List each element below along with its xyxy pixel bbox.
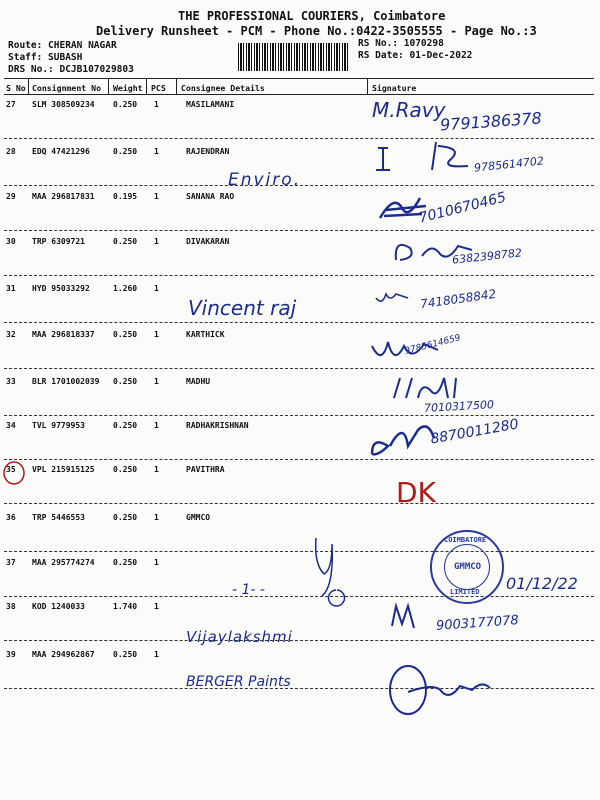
dash-mark-37: - 1- -	[232, 582, 265, 598]
row-divider	[4, 415, 594, 416]
row-sno: 29	[6, 192, 16, 201]
row-consignment-no: TRP 6309721	[32, 237, 85, 246]
col-weight: Weight	[113, 83, 143, 93]
row-pcs: 1	[154, 558, 159, 567]
row-consignee: RADHAKRISHNAN	[186, 421, 249, 430]
runsheet-subtitle: Delivery Runsheet - PCM - Phone No.:0422-3505555 - Page No.:3	[96, 24, 537, 38]
row-weight: 0.250	[113, 330, 138, 339]
row-divider	[4, 503, 594, 504]
row-weight: 0.250	[113, 100, 138, 109]
row-consignee: KARTHICK	[186, 330, 225, 339]
row-consignment-no: EDQ 47421296	[32, 147, 90, 156]
company-stamp	[430, 530, 504, 604]
col-consignee: Consignee Details	[181, 83, 265, 93]
row-pcs: 1	[154, 650, 159, 659]
row-weight: 0.250	[113, 650, 138, 659]
row-sno: 30	[6, 237, 16, 246]
phone-31: 7418058842	[419, 286, 497, 312]
row-sno: 36	[6, 513, 16, 522]
col-signature: Signature	[372, 83, 417, 93]
row-pcs: 1	[154, 237, 159, 246]
row-consignee: RAJENDRAN	[186, 147, 230, 156]
row-sno: 38	[6, 602, 16, 611]
row-divider	[4, 275, 594, 276]
phone-33: 7010317500	[423, 398, 495, 415]
row-consignment-no: MAA 295774274	[32, 558, 95, 567]
consignee-31-handwritten: Vincent raj	[188, 296, 297, 320]
signature-27: M.Ravy	[372, 98, 446, 122]
signature-37	[296, 534, 356, 604]
col-divider	[367, 78, 368, 94]
row-consignee: PAVITHRA	[186, 465, 225, 474]
row-weight: 1.740	[113, 602, 138, 611]
col-sno: S No	[6, 83, 26, 93]
signature-35: DK	[396, 476, 436, 509]
row-divider	[4, 230, 594, 231]
phone-28: 9785614702	[473, 154, 545, 175]
phone-29: 7010670465	[417, 189, 508, 227]
signature-38	[388, 602, 428, 632]
row-divider	[4, 640, 594, 641]
phone-30: 6382398782	[451, 246, 523, 267]
row-pcs: 1	[154, 147, 159, 156]
col-divider	[146, 78, 147, 94]
row-divider	[4, 459, 594, 460]
row-pcs: 1	[154, 330, 159, 339]
row-consignment-no: SLM 308509234	[32, 100, 95, 109]
signature-33	[392, 374, 492, 402]
row-weight: 0.250	[113, 558, 138, 567]
drs-number: DRS No.: DCJB107029803	[8, 64, 134, 75]
col-pcs: PCS	[151, 83, 166, 93]
row-consignee: MADHU	[186, 377, 211, 386]
header-top-rule	[4, 78, 594, 79]
row-pcs: 1	[154, 465, 159, 474]
row-weight: 0.250	[113, 513, 138, 522]
col-divider	[176, 78, 177, 94]
row-consignee: DIVAKARAN	[186, 237, 230, 246]
row-sno: 37	[6, 558, 16, 567]
row-weight: 0.250	[113, 237, 138, 246]
row-pcs: 1	[154, 602, 159, 611]
row-weight: 0.250	[113, 147, 138, 156]
row-weight: 1.260	[113, 284, 138, 293]
consignee-39-handwritten: BERGER Paints	[186, 674, 291, 690]
rs-number: RS No.: 1070298	[358, 38, 444, 49]
phone-32: 9785614659	[403, 333, 462, 357]
row-sno: 32	[6, 330, 16, 339]
row-pcs: 1	[154, 192, 159, 201]
row-consignee: SANANA RAO	[186, 192, 235, 201]
row-pcs: 1	[154, 284, 159, 293]
row-divider	[4, 368, 594, 369]
rs-date: RS Date: 01-Dec-2022	[358, 50, 473, 61]
row-weight: 0.250	[113, 377, 138, 386]
col-divider	[28, 78, 29, 94]
col-consignment: Consignment No	[32, 83, 102, 93]
note-28: Enviro.	[228, 170, 302, 190]
row-sno: 31	[6, 284, 16, 293]
row-divider	[4, 138, 594, 139]
row-consignment-no: BLR 1701002039	[32, 377, 100, 386]
row-sno: 39	[6, 650, 16, 659]
row-consignment-no: MAA 296818337	[32, 330, 95, 339]
row-consignment-no: KOD 1240033	[32, 602, 85, 611]
row-consignment-no: TVL 9779953	[32, 421, 85, 430]
row-sno: 35	[6, 465, 16, 474]
row-sno: 27	[6, 100, 16, 109]
row-pcs: 1	[154, 421, 159, 430]
row-consignment-no: TRP 5446553	[32, 513, 85, 522]
route-label: Route: CHERAN NAGAR	[8, 40, 117, 51]
phone-27: 9791386378	[439, 108, 543, 135]
col-divider	[108, 78, 109, 94]
row-consignment-no: HYD 95033292	[32, 284, 90, 293]
staff-label: Staff: SUBASH	[8, 52, 83, 63]
signature-39	[386, 662, 506, 718]
header-bottom-rule	[4, 94, 594, 95]
circled-mark-35	[2, 461, 28, 487]
row-consignee: GMMCO	[186, 513, 211, 522]
consignee-38-handwritten: Vijaylakshmi	[186, 628, 293, 646]
row-sno: 34	[6, 421, 16, 430]
date-37: 01/12/22	[506, 574, 578, 593]
row-weight: 0.250	[113, 421, 138, 430]
signature-31	[374, 288, 414, 308]
phone-38: 9003177078	[435, 613, 520, 634]
row-consignment-no: VPL 215915125	[32, 465, 95, 474]
stamp-bottom-text: LIMITED	[450, 588, 480, 596]
row-sno: 33	[6, 377, 16, 386]
row-divider	[4, 322, 594, 323]
row-consignment-no: MAA 294962867	[32, 650, 95, 659]
row-pcs: 1	[154, 377, 159, 386]
row-sno: 28	[6, 147, 16, 156]
company-title: THE PROFESSIONAL COURIERS, Coimbatore	[178, 9, 446, 23]
stamp-center-text: GMMCO	[454, 562, 482, 572]
stamp-top-text: COIMBATORE	[444, 536, 487, 544]
barcode	[238, 43, 350, 71]
row-weight: 0.195	[113, 192, 138, 201]
row-pcs: 1	[154, 100, 159, 109]
phone-34: 8870011280	[429, 416, 520, 448]
row-consignee: MASILAMANI	[186, 100, 235, 109]
row-pcs: 1	[154, 513, 159, 522]
row-weight: 0.250	[113, 465, 138, 474]
row-consignment-no: MAA 296817831	[32, 192, 95, 201]
